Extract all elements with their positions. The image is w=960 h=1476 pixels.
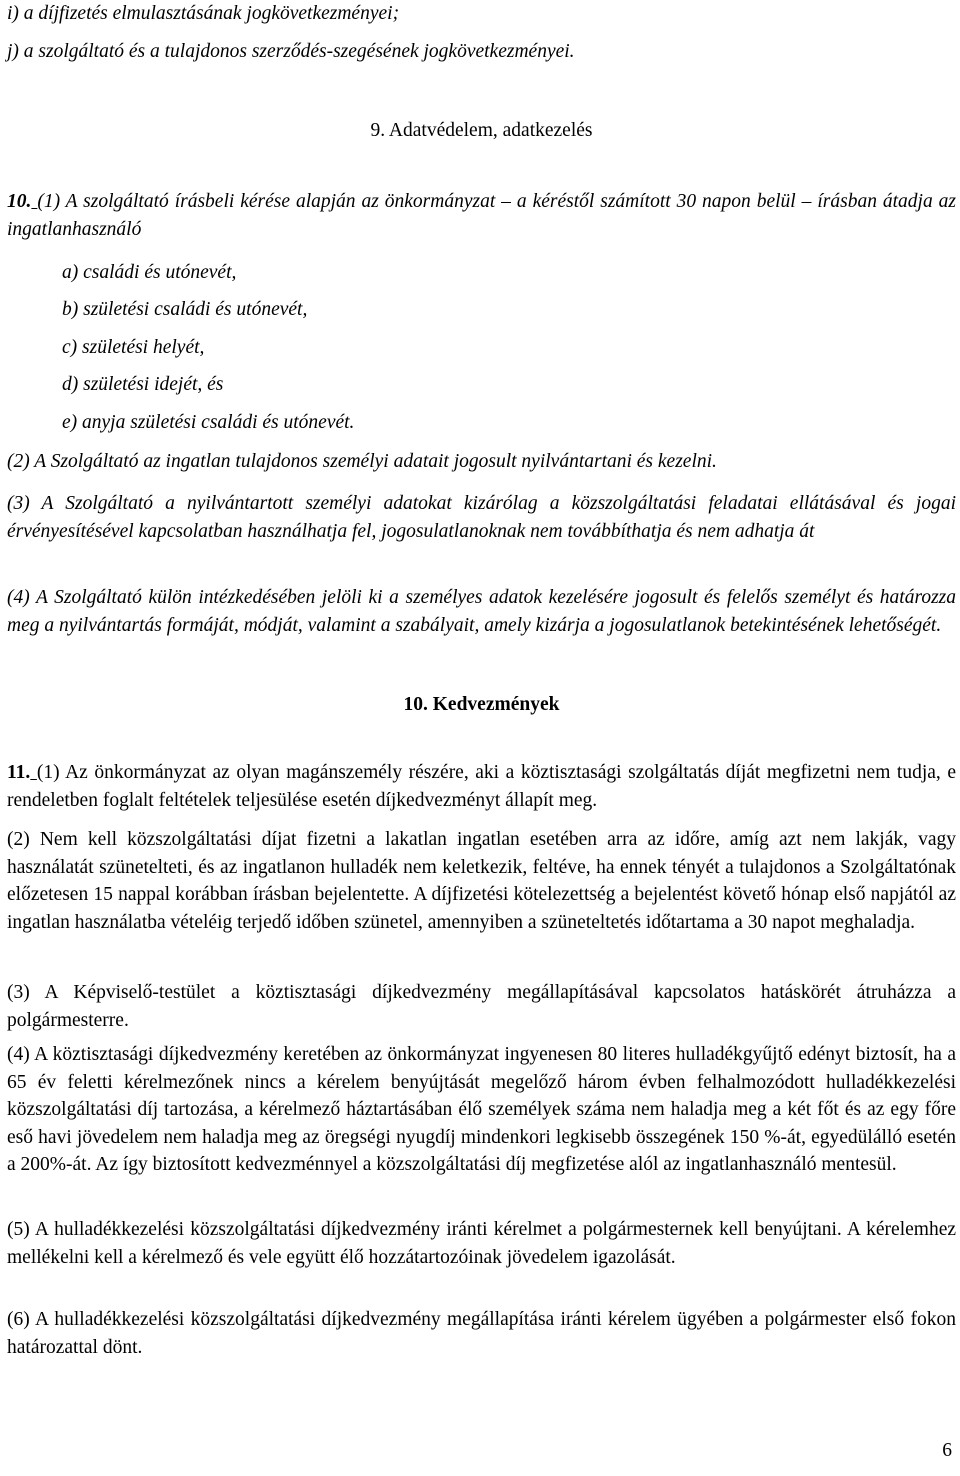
paragraph-11-5: (5) A hulladékkezelési közszolgáltatási díjkedvezmény iránti kérelmet a polgármesternek kell benyújtani. A kérelemhez mellékelni kell a kérelmező és vele együtt élő hozzátartozóinak jövedelem igazolását. <box>7 1219 956 1268</box>
paragraph-text: (1) Az önkormányzat az olyan magánszemély részére, aki a köztisztasági szolgáltatás díját megfizetni nem tudja, e rendeletben foglalt feltételek teljesülése esetén díjkedvezményt állapít meg. <box>7 762 957 811</box>
paragraph-text: (1) A szolgáltató írásbeli kérése alapján az önkormányzat – a kéréstől számított 30 napon belül – írásban átadja az ingatlanhasználó <box>7 191 957 240</box>
list-item-i: i) a díjfizetés elmulasztásának jogkövetkezményei; <box>7 3 400 24</box>
paragraph-number: 10. <box>7 191 32 212</box>
paragraph-10-4: (4) A Szolgáltató külön intézkedésében jelöli ki a személyes adatok kezelésére jogosult és felelős személyt és határozza meg a nyilvántartás formáját, módját, valamint a szabályait, amely kizárja a jogosulatlanok betekintésének lehetőségét. <box>7 587 956 636</box>
list-item-b: b) születési családi és utónevét, <box>62 299 308 320</box>
section-heading-10: 10. Kedvezmények <box>403 694 560 715</box>
paragraph-11-2: (2) Nem kell közszolgáltatási díjat fizetni a lakatlan ingatlan esetében arra az időre, amíg azt nem lakják, vagy használatát szünetelteti, és az ingatlanon hulladék nem keletkezik, feltéve, ha ennek tényét a tulajdonos a Szolgáltatónak előzetesen 15 nappal korábban írásban bejelentette. A díjfizetési kötelezettség a bejelentést követő hónap első napjától az ingatlan használatba vételéig terjedő időben szünetel, amennyiben a szüneteltetés időtartama a 30 napot meghaladja. <box>7 829 956 933</box>
paragraph-10-1 <box>7 188 956 243</box>
list-item-c: c) születési helyét, <box>62 337 205 358</box>
paragraph-10-2: (2) A Szolgáltató az ingatlan tulajdonos személyi adatait jogosult nyilvántartani és kezelni. <box>7 451 717 472</box>
list-item-d: d) születési idejét, és <box>62 374 224 395</box>
list-item-e: e) anyja születési családi és utónevét. <box>62 412 355 433</box>
paragraph-11-6: (6) A hulladékkezelési közszolgáltatási díjkedvezmény megállapítása iránti kérelem ügyében a polgármester első fokon határozattal dönt. <box>7 1309 956 1358</box>
paragraph-11-4: (4) A köztisztasági díjkedvezmény keretében az önkormányzat ingyenesen 80 literes hulladékgyűjtő edényt biztosít, ha a 65 év feletti kérelmezőnek nincs a kérelem benyújtását megelőző három évben felhalmozódott hulladékkezelési közszolgáltatási díj tartozása, a kérelmező háztartásában élő személyek száma nem haladja meg a két főt és az egy főre eső havi jövedelem nem haladja meg az öregségi nyugdíj mindenkori legkisebb összegének 150 %-át, egyedülálló esetén a 200%-át. Az így biztosított kedvezménnyel a közszolgáltatási díj megfizetése alól az ingatlanhasználó mentesül. <box>7 1044 956 1175</box>
section-heading-9: 9. Adatvédelem, adatkezelés <box>370 120 593 141</box>
paragraph-10-3: (3) A Szolgáltató a nyilvántartott személyi adatokat kizárólag a közszolgáltatási feladatai ellátásával és jogai érvényesítésével kapcsolatban használhatja fel, jogosulatlanoknak nem továbbíthatja és nem adhatja át <box>7 493 956 542</box>
page-number: 6 <box>942 1440 952 1461</box>
paragraph-number: 11. <box>7 762 31 783</box>
list-item-a: a) családi és utónevét, <box>62 262 237 283</box>
paragraph-11-3: (3) A Képviselő-testület a köztisztasági díjkedvezmény megállapításával kapcsolatos hatáskörét átruházza a polgármesterre. <box>7 982 956 1031</box>
list-item-j: j) a szolgáltató és a tulajdonos szerződés-szegésének jogkövetkezményei. <box>7 41 575 62</box>
paragraph-11-1 <box>7 759 956 814</box>
